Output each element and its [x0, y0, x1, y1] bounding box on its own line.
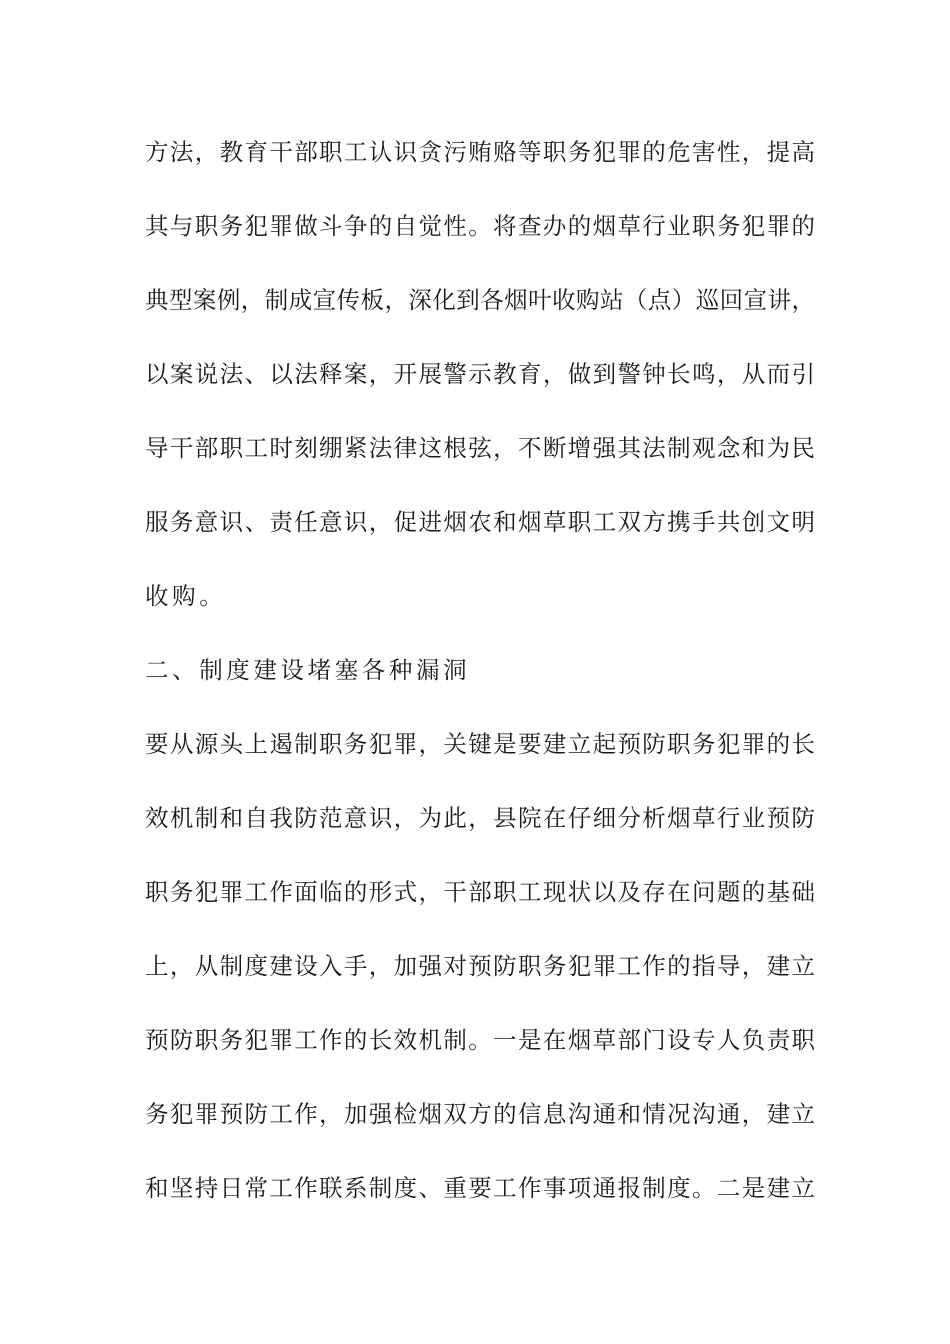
text-line: 要从源头上遏制职务犯罪，关键是要建立起预防职务犯罪的长 — [145, 730, 815, 758]
text-line: 预防职务犯罪工作的长效机制。一是在烟草部门设专人负责职 — [145, 1026, 815, 1054]
text-line: 务犯罪预防工作，加强检烟双方的信息沟通和情况沟通，建立 — [145, 1100, 815, 1128]
text-line: 其与职务犯罪做斗争的自觉性。将查办的烟草行业职务犯罪的 — [145, 212, 815, 240]
text-line: 以案说法、以法释案，开展警示教育，做到警钟长鸣，从而引 — [145, 360, 815, 388]
text-line: 效机制和自我防范意识，为此，县院在仔细分析烟草行业预防 — [145, 804, 815, 832]
text-line: 服务意识、责任意识，促进烟农和烟草职工双方携手共创文明 — [145, 508, 815, 536]
text-line: 职务犯罪工作面临的形式，干部职工现状以及存在问题的基础 — [145, 878, 815, 906]
text-line: 方法，教育干部职工认识贪污贿赂等职务犯罪的危害性，提高 — [145, 138, 815, 166]
document-body — [145, 128, 815, 1238]
text-line: 和坚持日常工作联系制度、重要工作事项通报制度。二是建立 — [145, 1174, 815, 1202]
text-line: 上，从制度建设入手，加强对预防职务犯罪工作的指导，建立 — [145, 952, 815, 980]
section-heading: 二、制度建设堵塞各种漏洞 — [145, 656, 471, 684]
text-line: 收购。 — [145, 582, 227, 610]
text-line: 导干部职工时刻绷紧法律这根弦，不断增强其法制观念和为民 — [145, 434, 815, 462]
text-line: 典型案例，制成宣传板，深化到各烟叶收购站（点）巡回宣讲， — [145, 286, 815, 314]
